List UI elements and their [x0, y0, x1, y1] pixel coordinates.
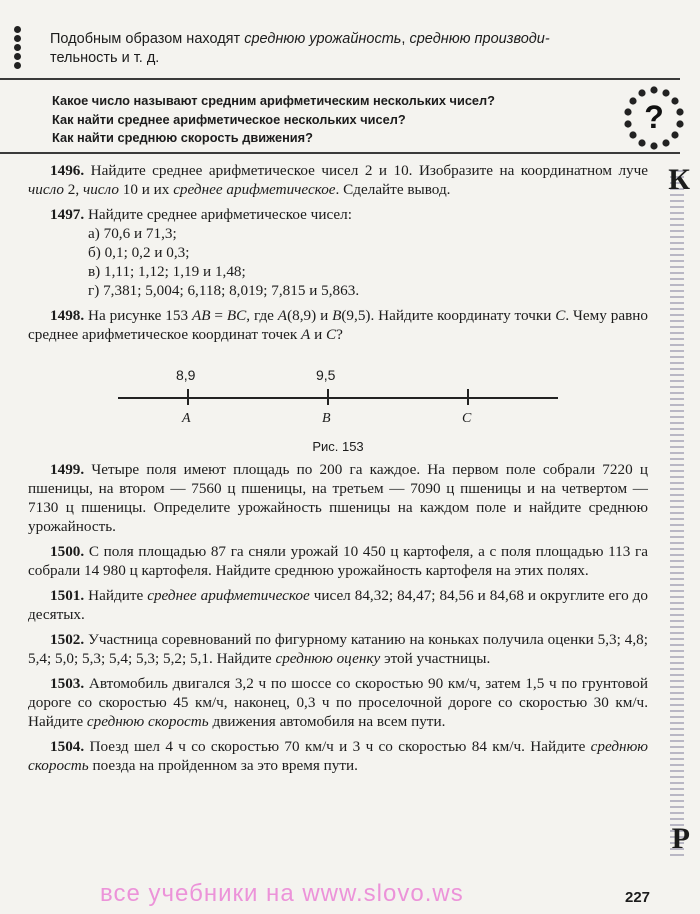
number-line — [118, 397, 558, 399]
task-1497 — [28, 205, 648, 224]
intro-text: , — [401, 31, 410, 47]
task-term: AB — [191, 307, 211, 324]
task-term: среднюю скорость — [86, 713, 209, 730]
task-term: B — [332, 307, 342, 324]
task-number: 1503. — [50, 675, 85, 692]
task-term: среднее арифметическое — [173, 181, 336, 198]
task-term: число — [82, 181, 119, 198]
task-item: г) 7,381; 5,004; 6,118; 8,019; 7,815 и 5,863. — [88, 282, 360, 299]
task-term: среднюю скорость — [28, 738, 648, 774]
task-list — [28, 161, 648, 775]
page-number: 227 — [625, 889, 651, 906]
task-text: Найдите — [84, 587, 148, 604]
task-text: Четыре поля имеют площадь по 200 га каждое. На первом поле собрали 7220 ц пшеницы, на втором — 7560 ц пшеницы, на третьем — 7090 ц пшеницы и на четвертом — 7130 ц пшеницы. Определите урожайность пшеницы на каждом поле и найдите среднюю урожайность. — [28, 461, 648, 535]
task-item: в) 1,11; 1,12; 1,19 и 1,48; — [88, 263, 246, 280]
task-text: ? — [336, 326, 343, 343]
intro-term: среднюю урожайность — [244, 31, 402, 47]
task-text: чисел 84,32; 84,47; 84,56 и 84,68 и округлите его до десятых. — [28, 587, 648, 623]
task-term: A — [277, 307, 288, 324]
task-item: а) 70,6 и 71,3; — [88, 225, 177, 242]
question: Как найти среднюю скорость движения? — [52, 130, 313, 145]
task-number: 1497. — [50, 206, 85, 223]
task-number: 1502. — [50, 631, 85, 648]
task-number: 1504. — [50, 738, 85, 755]
task-item: б) 0,1; 0,2 и 0,3; — [88, 244, 190, 261]
task-text: (9,5). Найдите координату точки — [341, 307, 556, 324]
task-1502 — [28, 630, 648, 668]
tick-label: 9,5 — [316, 367, 336, 383]
task-text: Найдите среднее арифметическое чисел: — [84, 206, 352, 223]
task-text: (8,9) и — [287, 307, 333, 324]
task-number: 1501. — [50, 587, 85, 604]
task-term: среднее арифметическое — [147, 587, 310, 604]
intro-text: тельность и т. д. — [50, 50, 160, 66]
task-term: число — [28, 181, 64, 198]
task-text: 10 и их — [118, 181, 174, 198]
footer-watermark: все учебники на www.slovo.ws — [100, 880, 464, 907]
task-text: и — [310, 326, 327, 343]
task-text: Поезд шел 4 ч со скоростью 70 км/ч и 3 ч со скоростью 84 км/ч. Найдите — [84, 738, 591, 755]
task-1499 — [28, 460, 648, 536]
task-number: 1500. — [50, 543, 85, 560]
intro-paragraph — [50, 30, 660, 68]
review-questions — [52, 92, 612, 148]
task-text: 2, — [63, 181, 83, 198]
task-1504 — [28, 737, 648, 775]
top-divider — [0, 78, 680, 80]
tick-mark — [187, 389, 189, 405]
task-1496 — [28, 161, 648, 199]
question: Какое число называют средним арифметическим нескольких чисел? — [52, 93, 495, 108]
task-term: C — [555, 307, 566, 324]
figure-153 — [28, 348, 648, 460]
task-1498 — [28, 306, 648, 344]
task-text: С поля площадью 87 га сняли урожай 10 450 ц картофеля, а с поля площадью 113 га собрали 14 980 ц картофеля. Найдите среднюю урожайность картофеля на этих полях. — [28, 543, 648, 579]
task-number: 1496. — [50, 162, 85, 179]
task-1500 — [28, 542, 648, 580]
question-mark-icon — [622, 86, 686, 150]
figure-caption: Рис. 153 — [312, 439, 364, 454]
task-text: . Чему равно среднее арифметическое координат точек — [28, 307, 648, 343]
task-text: поезда на пройденном за это время пути. — [88, 757, 358, 774]
task-number: 1499. — [50, 461, 85, 478]
task-text: На рисунке 153 — [84, 307, 192, 324]
task-text: этой участницы. — [380, 650, 491, 667]
watermark-strip — [660, 170, 696, 860]
bullet-dots-icon — [14, 26, 24, 71]
task-number: 1498. — [50, 307, 85, 324]
task-term: C — [326, 326, 337, 343]
task-text: = — [210, 307, 227, 324]
side-letter: К — [668, 163, 690, 196]
side-letter: Р — [671, 822, 690, 855]
task-1501 — [28, 586, 648, 624]
task-text: Найдите среднее арифметическое чисел 2 и 10. Изобразите на координатном луче — [84, 162, 648, 179]
task-term: BC — [226, 307, 247, 324]
task-text: . Сделайте вывод. — [335, 181, 451, 198]
task-1503 — [28, 674, 648, 731]
question: Как найти среднее арифметическое нескольких чисел? — [52, 111, 406, 127]
tick-mark — [467, 389, 469, 405]
task-term: среднюю оценку — [275, 650, 381, 667]
tick-label: 8,9 — [176, 367, 196, 383]
task-text: Автомобиль двигался 3,2 ч по шоссе со скоростью 90 км/ч, затем 1,5 ч по грунтовой дороге со скоростью 45 км/ч, наконец, 0,3 ч по проселочной дороге со скоростью 30 км/ч. Найдите — [28, 675, 648, 730]
task-text: , где — [246, 307, 278, 324]
question-divider — [0, 152, 680, 154]
point-label: A — [182, 411, 191, 426]
point-label: B — [322, 411, 331, 426]
intro-term: среднюю производи- — [409, 31, 550, 47]
intro-text: Подобным образом находят — [50, 31, 245, 47]
point-label: C — [462, 411, 472, 426]
svg-text:?: ? — [644, 99, 664, 135]
tick-mark — [327, 389, 329, 405]
task-text: движения автомобиля на всем пути. — [208, 713, 446, 730]
task-term: A — [301, 326, 311, 343]
task-text: Участница соревнований по фигурному катанию на коньках получила оценки 5,3; 4,8; 5,4; 5,0; 5,3; 5,4; 5,3; 5,2; 5,1. Найдите — [28, 631, 648, 667]
